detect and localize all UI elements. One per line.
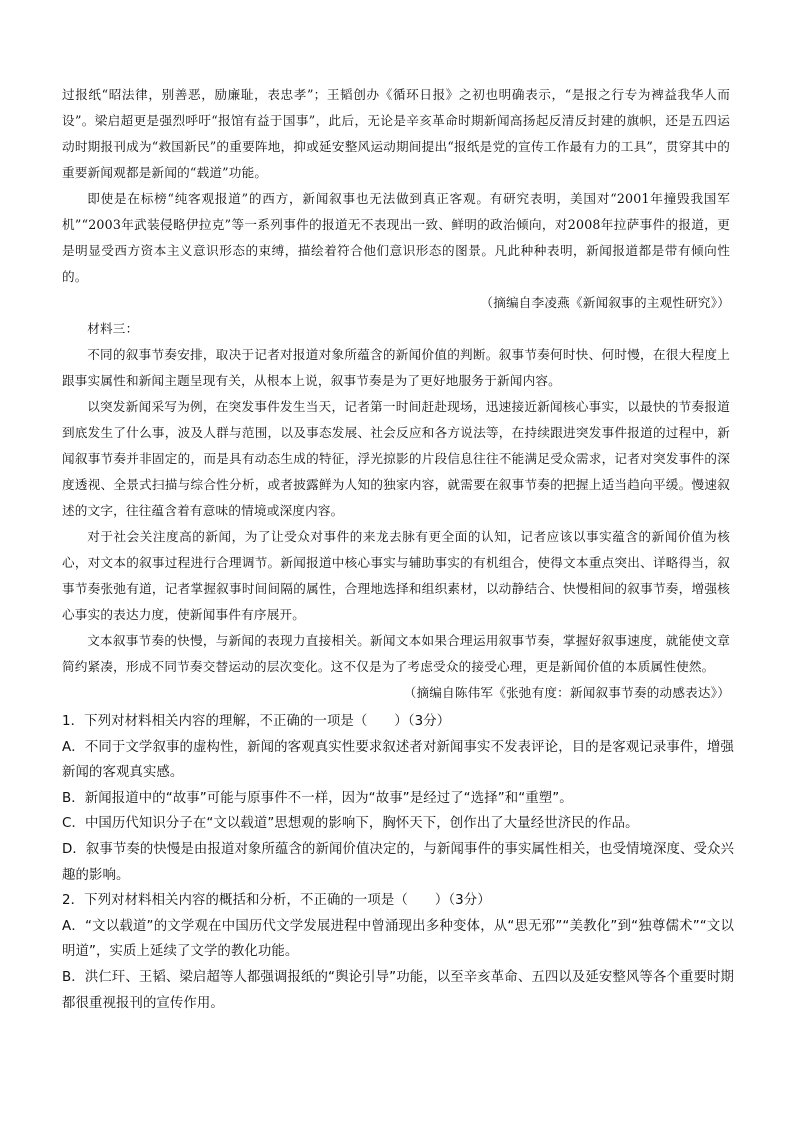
passage-paragraph-5: 对于社会关注度高的新闻，为了让受众对事件的来龙去脉有更全面的认知，记者应该以事实蕴含的新闻价值为核心，对文本的叙事过程进行合理调节。新闻报道中核心事实与辅助事实的有机组合，使得文本重点突出、详略得当，叙事节奏张弛有道，记者掌握叙事时间间隔的属性，合理地选择和组织素材，以动静结合、快慢相间的叙事节奏，增强核心事实的表达力度，使新闻事件有序展开。: [62, 529, 730, 622]
passage-paragraph-4: 以突发新闻采写为例，在突发事件发生当天，记者第一时间赶赴现场，迅速接近新闻核心事实，以最快的节奏报道到底发生了什么事，波及人群与范围，以及事态发展、社会反应和各方说法等，在持续跟进突发事件报道的过程中，新闻叙事节奏并非固定的，而是具有动态生成的特征，浮光掠影的片段信息往往不能满足受众需求，记者对突发事件的深度透视、全景式扫描与综合性分析，或者披露鲜为人知的独家内容，就需要在叙事节奏的把握上适当趋向平缓。慢速叙述的文字，往往蕴含着有意味的情境或深度内容。: [62, 399, 730, 518]
question-2-option-a: A．“文以载道”的文学观在中国历代文学发展进程中曾涌现出多种变体，从“思无邪”“美教化”到“独尊儒术”“文以明道”，实质上延续了文学的教化功能。: [62, 918, 734, 960]
reading-passage: [62, 82, 730, 706]
question-1-option-b: B．新闻报道中的“故事”可能与原事件不一样，因为“故事”是经过了“选择”和“重塑”。: [62, 790, 573, 806]
question-section: [62, 709, 734, 1016]
material-three-heading: 材料三：: [87, 321, 139, 336]
question-1-option-a: A．不同于文学叙事的虚构性，新闻的客观真实性要求叙述者对新闻事实不发表评论，目的是客观记录事件，增强新闻的客观真实感。: [62, 739, 734, 781]
question-1-option-d: D．叙事节奏的快慢是由报道对象所蕴含的新闻价值决定的，与新闻事件的事实属性相关，也受情境深度、受众兴趣的影响。: [62, 841, 734, 883]
passage-paragraph-3: 不同的叙事节奏安排，取决于记者对报道对象所蕴含的新闻价值的判断。叙事节奏何时快、何时慢，在很大程度上跟事实属性和新闻主题呈现有关，从根本上说，叙事节奏是为了更好地服务于新闻内容。: [62, 347, 730, 388]
passage-paragraph-2: 即使是在标榜“纯客观报道”的西方，新闻叙事也无法做到真正客观。有研究表明，美国对“2001年撞毁我国军机”“2003年武装侵略伊拉克”等一系列事件的报道无不表现出一致、鲜明的政治倾向，对2008年拉萨事件的报道，更是明显受西方资本主义意识形态的束缚，描绘着符合他们意识形态的图景。凡此种种表明，新闻报道都是带有倾向性的。: [62, 191, 730, 284]
passage-source-1: （摘编自李凌燕《新闻叙事的主观性研究》）: [480, 295, 730, 310]
question-1-option-c: C．中国历代知识分子在“文以载道”思想观的影响下，胸怀天下，创作出了大量经世济民的作品。: [62, 816, 639, 832]
passage-paragraph-6: 文本叙事节奏的快慢，与新闻的表现力直接相关。新闻文本如果合理运用叙事节奏，掌握好叙事速度，就能使文章简约紧凑，形成不同节奏交替运动的层次变化。这不仅是为了考虑受众的接受心理，更是新闻价值的本质属性使然。: [62, 633, 730, 674]
passage-paragraph-1: 过报纸“昭法律，别善恶，励廉耻，表忠孝”；王韬创办《循环日报》之初也明确表示，“是报之行专为裨益我华人而设”。梁启超更是强烈呼吁“报馆有益于国事”，此后，无论是辛亥革命时期新闻高扬起反清反封建的旗帜，还是五四运动时期报刊成为“救国新民”的重要阵地，抑或延安整风运动期间提出“报纸是党的宣传工作最有力的工具”，贯穿其中的重要新闻观都是新闻的“载道”功能。: [62, 87, 730, 180]
question-1-stem: 1．下列对材料相关内容的理解，不正确的一项是（ ）（3分）: [62, 714, 451, 729]
question-2-option-b: B．洪仁玕、王韬、梁启超等人都强调报纸的“舆论引导”功能，以至辛亥革命、五四以及延安整风等各个重要时期都很重视报刊的宣传作用。: [62, 969, 734, 1011]
passage-source-2: （摘编自陈伟军《张弛有度：新闻叙事节奏的动感表达》）: [403, 685, 730, 700]
question-2-stem: 2．下列对材料相关内容的概括和分析，不正确的一项是（ ）（3分）: [62, 893, 491, 909]
